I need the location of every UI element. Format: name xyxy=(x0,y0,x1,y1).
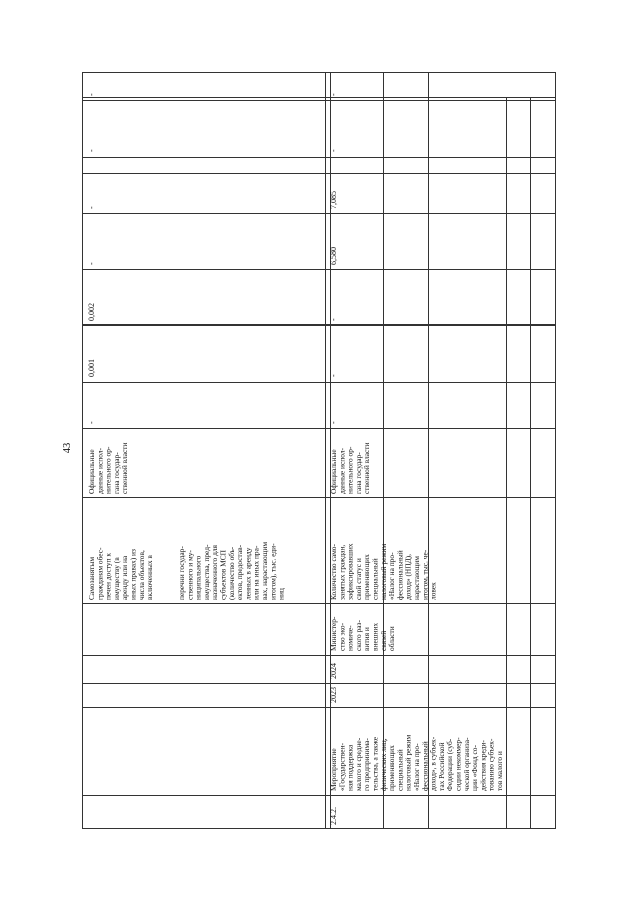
col-split-event xyxy=(82,795,556,796)
col-divider xyxy=(325,72,326,829)
col-split-exec xyxy=(82,655,556,656)
page-number: 43 xyxy=(62,442,73,454)
col-divider xyxy=(555,72,556,829)
row-divider xyxy=(82,173,556,174)
cell-source-b: Официальные данные испол- нительного ор- гана государ- ственной власти xyxy=(87,442,130,494)
col-split-2024 xyxy=(82,213,556,214)
cell-2022-b: 0,002 xyxy=(87,303,96,321)
col-split-end xyxy=(82,683,556,684)
cell-target-d: Количество само- занятых граждан, зафиксировавших свой статус и применяющих специальный налоговый режим «Налог на про- фессиональный доход» (НПД), нарастающим итогом, тыс. че- ловек xyxy=(329,543,438,600)
cell-source-d: Официальные данные испол- нительного ор- гана государ- ственной власти xyxy=(329,442,372,494)
cell-2025-b: - xyxy=(87,149,96,152)
col-split-start xyxy=(82,707,556,708)
cell-2024-b: - xyxy=(87,206,96,209)
col-split-2023 xyxy=(82,269,556,270)
cell-target-b: Самозанятым гражданам обес- печен доступ к имуществу (в аренду или на иных правах) из числа объектов, включенных в xyxy=(87,547,155,600)
cell-start-d: 2023 xyxy=(329,687,338,703)
cell-2021-d: - xyxy=(329,374,338,377)
cell-2030-d: - xyxy=(329,93,338,96)
cell-2023-d: 6,580 xyxy=(329,247,338,265)
cell-2030-b: - xyxy=(87,93,96,96)
cell-event-d: Мероприятие «Государствен- ная поддержка малого и средне- го предпринима- тельства, а также физических лиц, применяющих специальный налоговый режим «Налог на про- фессиональный доход», в субъек- тах Российской Федерации (суб- сидии некоммер- ческой организа- ции «Фонд со- действия креди- тованию субъек- тов малого и xyxy=(329,734,504,791)
cell-end-d: 2024 xyxy=(329,663,338,679)
col-split-2025 xyxy=(82,157,556,158)
cell-2024-d: 7,085 xyxy=(329,191,338,209)
col-split-base xyxy=(82,428,556,429)
col-split-2030 xyxy=(82,100,556,101)
cell-target-c: перечни государ- ственного и му- ниципального имущества, пред- назначенного для субъектов МСП (количество объ- ектов, предостав- ленных в аренду или на иных пра- вах, нарастающим итогом), тыс. еди- ниц xyxy=(177,542,286,600)
row-divider xyxy=(82,97,556,98)
cell-2021-b: 0,001 xyxy=(87,359,96,377)
cell-2022-d: - xyxy=(329,318,338,321)
cell-base-b: - xyxy=(87,421,96,424)
cell-2023-b: - xyxy=(87,262,96,265)
cell-exec-d: Министер- ство эко- номиче- ского раз- вития и внешних связей области xyxy=(329,616,397,651)
cell-2025-d: - xyxy=(329,149,338,152)
col-split-target xyxy=(82,603,556,604)
cell-base-d: - xyxy=(329,421,338,424)
cell-num-d: 2.4.2. xyxy=(329,807,338,825)
col-split-2021 xyxy=(82,382,556,383)
col-split-2022 xyxy=(82,325,556,326)
